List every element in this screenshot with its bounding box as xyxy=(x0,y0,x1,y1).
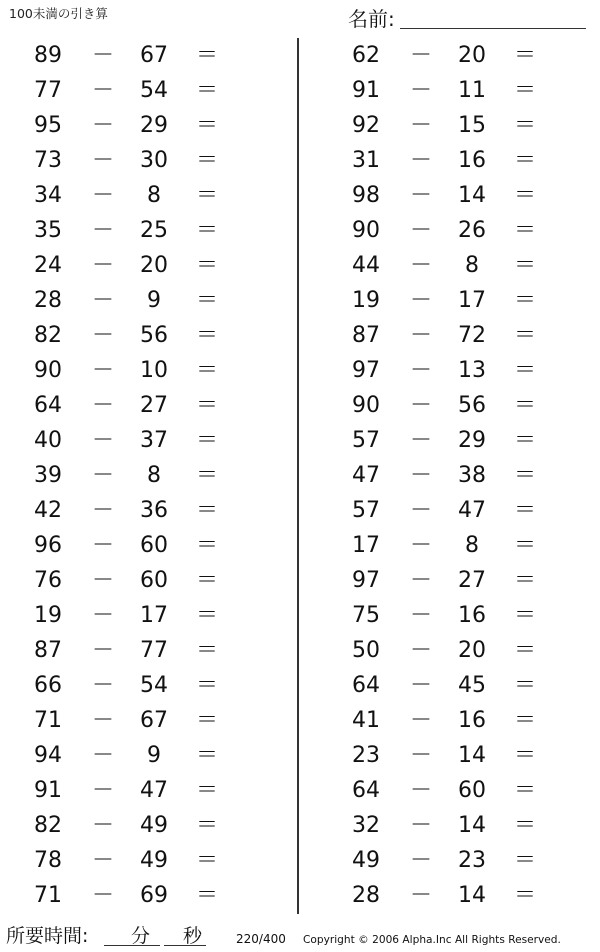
minus-sign: － xyxy=(91,813,114,838)
subtrahend: 14 xyxy=(458,883,486,908)
minuend: 35 xyxy=(34,218,62,243)
minutes-unit: 分 xyxy=(131,925,151,947)
equals-sign: ＝ xyxy=(513,603,536,628)
name-label: 名前: xyxy=(348,7,395,31)
minuend: 39 xyxy=(34,463,62,488)
subtrahend: 20 xyxy=(458,638,486,663)
subtrahend: 54 xyxy=(140,78,168,103)
problem-row xyxy=(0,283,300,318)
subtrahend: 77 xyxy=(140,638,168,663)
minuend: 82 xyxy=(34,813,62,838)
worksheet-title: 100未満の引き算 xyxy=(9,6,108,21)
minus-sign: － xyxy=(91,673,114,698)
subtrahend: 8 xyxy=(147,183,161,208)
problem-row xyxy=(0,738,300,773)
minus-sign: － xyxy=(91,428,114,453)
equals-sign: ＝ xyxy=(513,393,536,418)
minuend: 28 xyxy=(352,883,380,908)
problem-row xyxy=(318,878,600,913)
equals-sign: ＝ xyxy=(195,393,218,418)
equals-sign: ＝ xyxy=(513,778,536,803)
minuend: 71 xyxy=(34,708,62,733)
minus-sign: － xyxy=(91,358,114,383)
minus-sign: － xyxy=(91,78,114,103)
minus-sign: － xyxy=(91,218,114,243)
minuend: 98 xyxy=(352,183,380,208)
equals-sign: ＝ xyxy=(195,498,218,523)
equals-sign: ＝ xyxy=(513,533,536,558)
equals-sign: ＝ xyxy=(513,113,536,138)
problem-row xyxy=(318,598,600,633)
subtrahend: 29 xyxy=(140,113,168,138)
subtrahend: 69 xyxy=(140,883,168,908)
minuend: 62 xyxy=(352,43,380,68)
equals-sign: ＝ xyxy=(513,218,536,243)
problem-row xyxy=(318,353,600,388)
name-field[interactable] xyxy=(400,28,586,29)
problem-row xyxy=(318,213,600,248)
minuend: 28 xyxy=(34,288,62,313)
problem-row xyxy=(318,38,600,73)
subtrahend: 20 xyxy=(458,43,486,68)
subtrahend: 16 xyxy=(458,603,486,628)
problem-row xyxy=(0,493,300,528)
subtrahend: 9 xyxy=(147,743,161,768)
problem-row xyxy=(0,668,300,703)
subtrahend: 16 xyxy=(458,708,486,733)
minuend: 40 xyxy=(34,428,62,453)
minus-sign: － xyxy=(91,743,114,768)
equals-sign: ＝ xyxy=(513,743,536,768)
equals-sign: ＝ xyxy=(513,813,536,838)
subtrahend: 17 xyxy=(458,288,486,313)
minuend: 77 xyxy=(34,78,62,103)
problem-row xyxy=(318,283,600,318)
minus-sign: － xyxy=(409,603,432,628)
minuend: 57 xyxy=(352,498,380,523)
minuend: 92 xyxy=(352,113,380,138)
problem-row xyxy=(0,178,300,213)
problem-row xyxy=(0,388,300,423)
equals-sign: ＝ xyxy=(195,148,218,173)
minus-sign: － xyxy=(409,358,432,383)
minuend: 90 xyxy=(34,358,62,383)
subtrahend: 26 xyxy=(458,218,486,243)
problem-row xyxy=(318,143,600,178)
problem-row xyxy=(0,878,300,913)
minuend: 94 xyxy=(34,743,62,768)
minuend: 19 xyxy=(34,603,62,628)
subtrahend: 20 xyxy=(140,253,168,278)
minuend: 49 xyxy=(352,848,380,873)
equals-sign: ＝ xyxy=(195,533,218,558)
problem-row xyxy=(0,423,300,458)
subtrahend: 29 xyxy=(458,428,486,453)
minus-sign: － xyxy=(409,743,432,768)
equals-sign: ＝ xyxy=(513,883,536,908)
minuend: 95 xyxy=(34,113,62,138)
minus-sign: － xyxy=(409,498,432,523)
problem-row xyxy=(0,108,300,143)
equals-sign: ＝ xyxy=(513,638,536,663)
problem-row xyxy=(318,633,600,668)
equals-sign: ＝ xyxy=(195,358,218,383)
minus-sign: － xyxy=(91,533,114,558)
minus-sign: － xyxy=(91,393,114,418)
equals-sign: ＝ xyxy=(195,813,218,838)
equals-sign: ＝ xyxy=(195,78,218,103)
minus-sign: － xyxy=(409,813,432,838)
minuend: 78 xyxy=(34,848,62,873)
subtrahend: 60 xyxy=(458,778,486,803)
subtrahend: 45 xyxy=(458,673,486,698)
equals-sign: ＝ xyxy=(513,323,536,348)
minuend: 24 xyxy=(34,253,62,278)
equals-sign: ＝ xyxy=(513,148,536,173)
minus-sign: － xyxy=(409,568,432,593)
subtrahend: 8 xyxy=(465,533,479,558)
problem-row xyxy=(0,213,300,248)
minuend: 89 xyxy=(34,43,62,68)
equals-sign: ＝ xyxy=(513,568,536,593)
equals-sign: ＝ xyxy=(513,463,536,488)
subtrahend: 15 xyxy=(458,113,486,138)
subtrahend: 10 xyxy=(140,358,168,383)
minus-sign: － xyxy=(409,673,432,698)
problem-row xyxy=(0,563,300,598)
problem-row xyxy=(0,143,300,178)
minuend: 41 xyxy=(352,708,380,733)
equals-sign: ＝ xyxy=(195,708,218,733)
equals-sign: ＝ xyxy=(195,113,218,138)
minuend: 75 xyxy=(352,603,380,628)
minuend: 64 xyxy=(34,393,62,418)
minuend: 42 xyxy=(34,498,62,523)
equals-sign: ＝ xyxy=(513,183,536,208)
subtrahend: 47 xyxy=(458,498,486,523)
equals-sign: ＝ xyxy=(513,288,536,313)
subtrahend: 30 xyxy=(140,148,168,173)
minuend: 32 xyxy=(352,813,380,838)
minus-sign: － xyxy=(409,393,432,418)
subtrahend: 8 xyxy=(465,253,479,278)
subtrahend: 67 xyxy=(140,43,168,68)
subtrahend: 27 xyxy=(140,393,168,418)
equals-sign: ＝ xyxy=(195,568,218,593)
name-area xyxy=(348,6,588,32)
minus-sign: － xyxy=(409,218,432,243)
minus-sign: － xyxy=(91,113,114,138)
problem-row xyxy=(0,318,300,353)
equals-sign: ＝ xyxy=(195,463,218,488)
equals-sign: ＝ xyxy=(513,43,536,68)
subtrahend: 60 xyxy=(140,533,168,558)
minus-sign: － xyxy=(91,848,114,873)
problem-row xyxy=(318,738,600,773)
subtrahend: 56 xyxy=(140,323,168,348)
minuend: 57 xyxy=(352,428,380,453)
subtrahend: 49 xyxy=(140,848,168,873)
minuend: 90 xyxy=(352,218,380,243)
left-problem-column xyxy=(0,38,300,913)
subtrahend: 49 xyxy=(140,813,168,838)
problem-row xyxy=(0,458,300,493)
subtrahend: 16 xyxy=(458,148,486,173)
problem-row xyxy=(0,598,300,633)
minus-sign: － xyxy=(409,183,432,208)
problem-row xyxy=(0,703,300,738)
subtrahend: 36 xyxy=(140,498,168,523)
minus-sign: － xyxy=(409,253,432,278)
minuend: 91 xyxy=(34,778,62,803)
minus-sign: － xyxy=(409,113,432,138)
problem-row xyxy=(318,773,600,808)
minuend: 73 xyxy=(34,148,62,173)
problem-row xyxy=(318,808,600,843)
subtrahend: 37 xyxy=(140,428,168,453)
minus-sign: － xyxy=(409,78,432,103)
problem-row xyxy=(318,843,600,878)
equals-sign: ＝ xyxy=(195,253,218,278)
minus-sign: － xyxy=(409,883,432,908)
minus-sign: － xyxy=(409,708,432,733)
problem-row xyxy=(318,248,600,283)
subtrahend: 14 xyxy=(458,743,486,768)
subtrahend: 11 xyxy=(458,78,486,103)
equals-sign: ＝ xyxy=(513,498,536,523)
subtrahend: 72 xyxy=(458,323,486,348)
minuend: 97 xyxy=(352,358,380,383)
problem-row xyxy=(318,563,600,598)
minuend: 82 xyxy=(34,323,62,348)
equals-sign: ＝ xyxy=(195,743,218,768)
equals-sign: ＝ xyxy=(195,218,218,243)
minus-sign: － xyxy=(91,568,114,593)
minuend: 34 xyxy=(34,183,62,208)
subtrahend: 13 xyxy=(458,358,486,383)
copyright-notice: Copyright © 2006 Alpha.Inc All Rights Reserved. xyxy=(303,934,561,946)
minus-sign: － xyxy=(91,603,114,628)
subtrahend: 23 xyxy=(458,848,486,873)
subtrahend: 14 xyxy=(458,813,486,838)
minuend: 47 xyxy=(352,463,380,488)
minus-sign: － xyxy=(409,848,432,873)
time-label: 所要時間: xyxy=(6,925,89,947)
problem-row xyxy=(0,248,300,283)
equals-sign: ＝ xyxy=(513,78,536,103)
minuend: 91 xyxy=(352,78,380,103)
seconds-unit: 秒 xyxy=(183,925,203,947)
equals-sign: ＝ xyxy=(195,428,218,453)
subtrahend: 67 xyxy=(140,708,168,733)
minus-sign: － xyxy=(409,638,432,663)
problem-row xyxy=(318,388,600,423)
minuend: 64 xyxy=(352,778,380,803)
problem-row xyxy=(0,38,300,73)
minus-sign: － xyxy=(409,463,432,488)
minuend: 19 xyxy=(352,288,380,313)
equals-sign: ＝ xyxy=(513,673,536,698)
minus-sign: － xyxy=(91,708,114,733)
minus-sign: － xyxy=(409,43,432,68)
minuend: 31 xyxy=(352,148,380,173)
problem-row xyxy=(318,318,600,353)
minus-sign: － xyxy=(409,428,432,453)
minus-sign: － xyxy=(91,148,114,173)
subtrahend: 38 xyxy=(458,463,486,488)
minus-sign: － xyxy=(91,323,114,348)
minus-sign: － xyxy=(91,253,114,278)
minuend: 23 xyxy=(352,743,380,768)
minus-sign: － xyxy=(409,533,432,558)
equals-sign: ＝ xyxy=(195,673,218,698)
subtrahend: 56 xyxy=(458,393,486,418)
minuend: 76 xyxy=(34,568,62,593)
equals-sign: ＝ xyxy=(513,358,536,383)
minuend: 71 xyxy=(34,883,62,908)
minuend: 66 xyxy=(34,673,62,698)
minus-sign: － xyxy=(91,883,114,908)
minus-sign: － xyxy=(91,288,114,313)
equals-sign: ＝ xyxy=(513,428,536,453)
problem-row xyxy=(0,633,300,668)
minuend: 87 xyxy=(34,638,62,663)
subtrahend: 27 xyxy=(458,568,486,593)
minus-sign: － xyxy=(91,778,114,803)
minus-sign: － xyxy=(409,148,432,173)
equals-sign: ＝ xyxy=(195,288,218,313)
problem-row xyxy=(0,808,300,843)
minus-sign: － xyxy=(409,288,432,313)
problem-row xyxy=(318,108,600,143)
subtrahend: 54 xyxy=(140,673,168,698)
right-problem-column xyxy=(318,38,600,913)
problem-row xyxy=(0,73,300,108)
subtrahend: 25 xyxy=(140,218,168,243)
minuend: 90 xyxy=(352,393,380,418)
problem-row xyxy=(318,703,600,738)
equals-sign: ＝ xyxy=(195,43,218,68)
equals-sign: ＝ xyxy=(195,848,218,873)
equals-sign: ＝ xyxy=(195,603,218,628)
minuend: 44 xyxy=(352,253,380,278)
equals-sign: ＝ xyxy=(195,883,218,908)
minus-sign: － xyxy=(91,183,114,208)
equals-sign: ＝ xyxy=(195,183,218,208)
problem-row xyxy=(318,458,600,493)
equals-sign: ＝ xyxy=(195,778,218,803)
problem-row xyxy=(0,353,300,388)
subtrahend: 8 xyxy=(147,463,161,488)
minus-sign: － xyxy=(91,638,114,663)
footer xyxy=(0,920,600,950)
minus-sign: － xyxy=(409,323,432,348)
equals-sign: ＝ xyxy=(195,323,218,348)
minuend: 64 xyxy=(352,673,380,698)
subtrahend: 47 xyxy=(140,778,168,803)
problem-row xyxy=(318,73,600,108)
equals-sign: ＝ xyxy=(513,848,536,873)
problem-row xyxy=(318,178,600,213)
minuend: 97 xyxy=(352,568,380,593)
problem-row xyxy=(318,668,600,703)
subtrahend: 17 xyxy=(140,603,168,628)
minus-sign: － xyxy=(91,463,114,488)
minuend: 96 xyxy=(34,533,62,558)
problem-row xyxy=(0,528,300,563)
problem-row xyxy=(0,843,300,878)
minus-sign: － xyxy=(409,778,432,803)
minuend: 17 xyxy=(352,533,380,558)
problem-row xyxy=(0,773,300,808)
minuend: 50 xyxy=(352,638,380,663)
problem-row xyxy=(318,528,600,563)
equals-sign: ＝ xyxy=(513,253,536,278)
minuend: 87 xyxy=(352,323,380,348)
equals-sign: ＝ xyxy=(513,708,536,733)
problem-row xyxy=(318,493,600,528)
subtrahend: 9 xyxy=(147,288,161,313)
problem-row xyxy=(318,423,600,458)
subtrahend: 14 xyxy=(458,183,486,208)
page-number: 220/400 xyxy=(236,932,286,946)
equals-sign: ＝ xyxy=(195,638,218,663)
minus-sign: － xyxy=(91,43,114,68)
minus-sign: － xyxy=(91,498,114,523)
subtrahend: 60 xyxy=(140,568,168,593)
